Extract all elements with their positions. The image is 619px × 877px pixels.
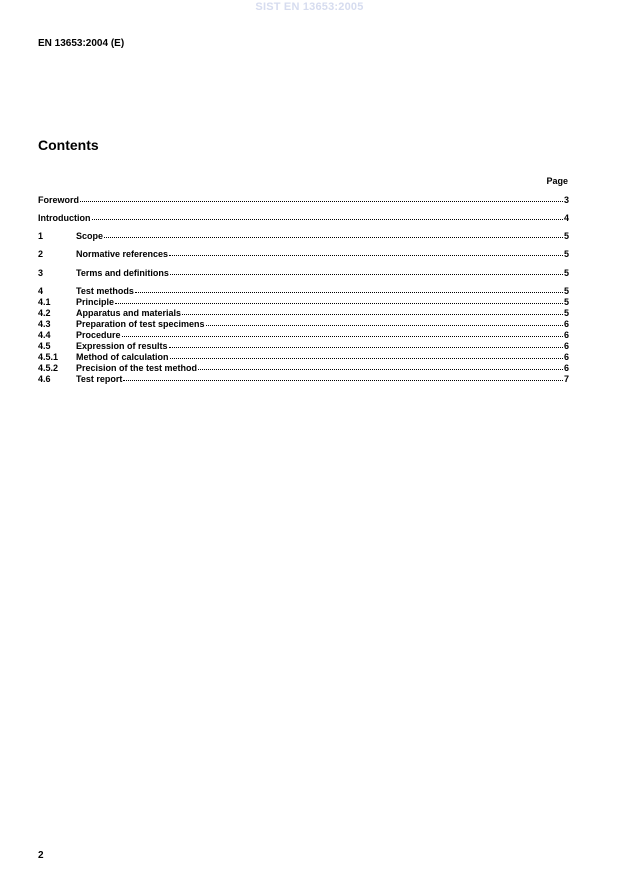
toc-number: 2 bbox=[38, 249, 44, 259]
watermark: SIST EN 13653:2005 bbox=[255, 1, 364, 13]
document-header: EN 13653:2004 (E) bbox=[38, 38, 125, 49]
toc-title: Expression of results bbox=[76, 341, 168, 351]
dot-leader bbox=[170, 358, 563, 359]
dot-leader bbox=[92, 219, 563, 220]
toc-page: 4 bbox=[563, 213, 569, 223]
toc-page: 6 bbox=[563, 330, 569, 340]
toc-number: 3 bbox=[38, 268, 44, 278]
toc-page: 6 bbox=[563, 319, 569, 329]
toc-title: Test methods bbox=[76, 286, 134, 296]
toc-title: Procedure bbox=[76, 330, 121, 340]
dot-leader bbox=[169, 347, 563, 348]
toc-number: 4.2 bbox=[38, 308, 51, 318]
toc-title: Method of calculation bbox=[76, 352, 169, 362]
dot-leader bbox=[122, 336, 563, 337]
toc-entry-normative-references[interactable] bbox=[38, 249, 569, 260]
dot-leader bbox=[182, 314, 563, 315]
toc-title: Precision of the test method bbox=[76, 363, 198, 373]
contents-title: Contents bbox=[38, 137, 99, 153]
toc-title: Test report bbox=[76, 374, 123, 384]
toc-title: Preparation of test specimens bbox=[76, 319, 205, 329]
toc-page: 6 bbox=[563, 341, 569, 351]
toc-page: 5 bbox=[563, 231, 569, 241]
toc-entry-test-methods[interactable] bbox=[38, 286, 569, 297]
toc-page: 5 bbox=[563, 297, 569, 307]
toc-title: Foreword bbox=[38, 195, 80, 205]
toc-page: 6 bbox=[563, 352, 569, 362]
dot-leader bbox=[123, 380, 563, 381]
toc-title: Principle bbox=[76, 297, 115, 307]
dot-leader bbox=[80, 201, 563, 202]
dot-leader bbox=[198, 369, 563, 370]
toc-number: 4 bbox=[38, 286, 44, 296]
toc-number: 4.1 bbox=[38, 297, 51, 307]
toc-entry-preparation-of-test-specimens[interactable] bbox=[38, 319, 569, 330]
dot-leader bbox=[170, 274, 563, 275]
toc-entry-test-report[interactable] bbox=[38, 374, 569, 385]
toc-page: 5 bbox=[563, 268, 569, 278]
toc-page: 5 bbox=[563, 286, 569, 296]
toc-entry-introduction[interactable] bbox=[38, 213, 569, 224]
dot-leader bbox=[135, 292, 563, 293]
dot-leader bbox=[206, 325, 563, 326]
toc-number: 4.6 bbox=[38, 374, 51, 384]
toc-number: 4.5.2 bbox=[38, 363, 59, 373]
toc-page: 3 bbox=[563, 195, 569, 205]
toc-entry-scope[interactable] bbox=[38, 231, 569, 242]
toc-entry-procedure[interactable] bbox=[38, 330, 569, 341]
toc-entry-principle[interactable] bbox=[38, 297, 569, 308]
page-column-label: Page bbox=[546, 176, 568, 186]
toc-title: Apparatus and materials bbox=[76, 308, 182, 318]
dot-leader bbox=[115, 303, 563, 304]
toc-page: 6 bbox=[563, 363, 569, 373]
toc-entry-terms-and-definitions[interactable] bbox=[38, 268, 569, 279]
dot-leader bbox=[169, 255, 563, 256]
toc-page: 5 bbox=[563, 308, 569, 318]
toc-number: 4.5 bbox=[38, 341, 51, 351]
toc-number: 4.3 bbox=[38, 319, 51, 329]
toc-page: 7 bbox=[563, 374, 569, 384]
toc-number: 4.4 bbox=[38, 330, 51, 340]
toc-number: 4.5.1 bbox=[38, 352, 59, 362]
toc-page: 5 bbox=[563, 249, 569, 259]
toc-entry-expression-of-results[interactable] bbox=[38, 341, 569, 352]
toc-title: Scope bbox=[76, 231, 104, 241]
toc-number: 1 bbox=[38, 231, 44, 241]
toc-entry-precision-of-the-test-method[interactable] bbox=[38, 363, 569, 374]
toc-title: Terms and definitions bbox=[76, 268, 169, 278]
toc-title: Introduction bbox=[38, 213, 91, 223]
toc-entry-foreword[interactable] bbox=[38, 195, 569, 206]
toc-entry-method-of-calculation[interactable] bbox=[38, 352, 569, 363]
toc-title: Normative references bbox=[76, 249, 169, 259]
dot-leader bbox=[104, 237, 563, 238]
page-number: 2 bbox=[38, 850, 44, 861]
toc-entry-apparatus-and-materials[interactable] bbox=[38, 308, 569, 319]
